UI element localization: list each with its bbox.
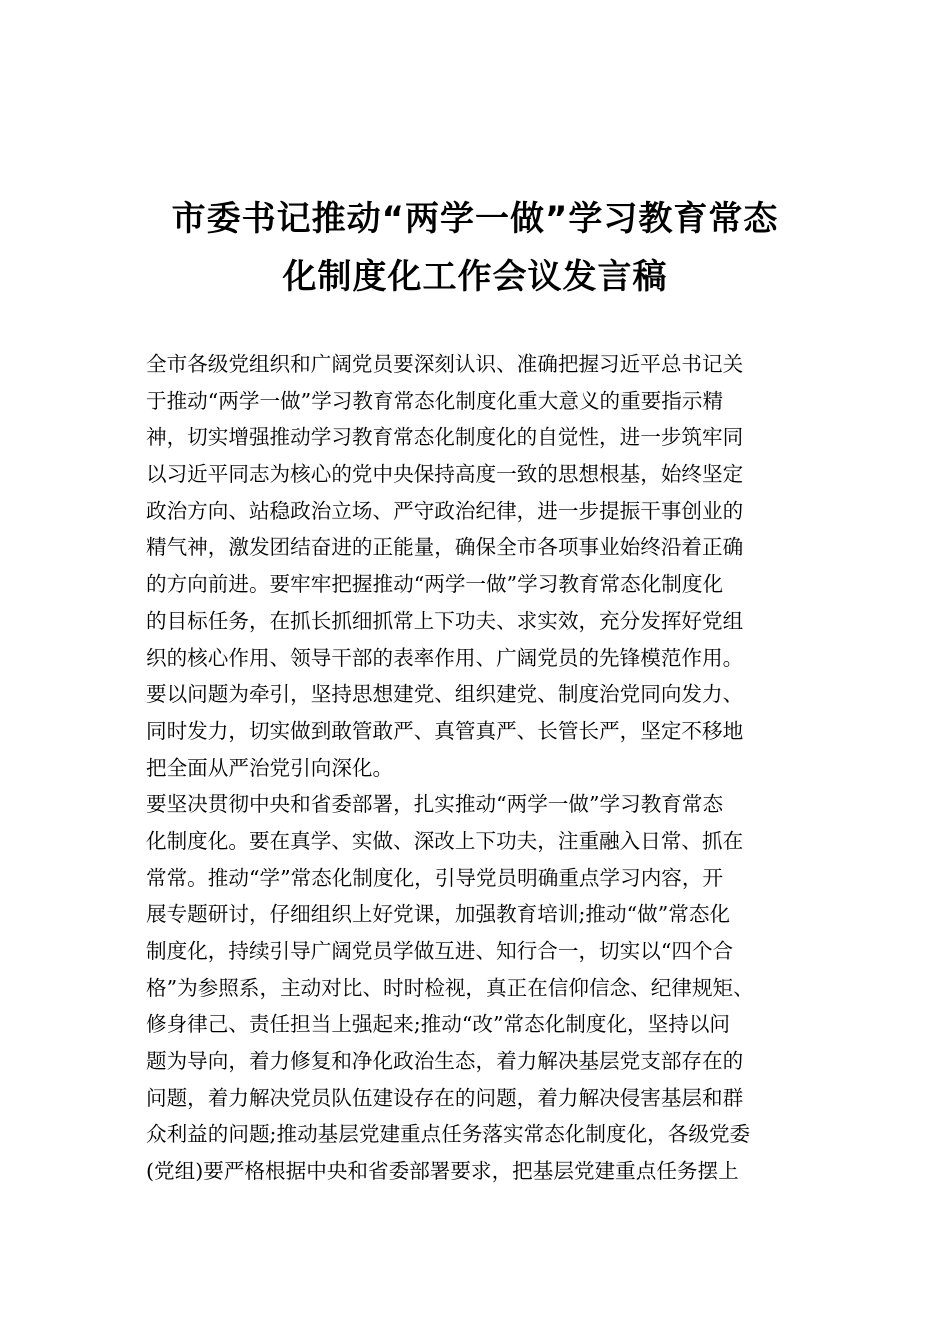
body-line: 的方向前进。要牢牢把握推动“两学一做”学习教育常态化制度化 [146, 572, 724, 597]
body-line: 化制度化。要在真学、实做、深改上下功夫，注重融入日常、抓在 [146, 828, 744, 853]
body-line: 于推动“两学一做”学习教育常态化制度化重大意义的重要指示精 [146, 388, 724, 413]
document-title [120, 190, 830, 306]
body-line: 众利益的问题;推动基层党建重点任务落实常态化制度化，各级党委 [146, 1122, 751, 1147]
body-line: 把全面从严治党引向深化。 [146, 755, 394, 780]
body-line: 全市各级党组织和广阔党员要深刻认识、准确把握习近平总书记关 [146, 352, 744, 376]
body-line: 修身律己、责任担当上强起来;推动“改”常态化制度化，坚持以问 [146, 1012, 731, 1037]
body-line: 织的核心作用、领导干部的表率作用、广阔党员的先锋模范作用。 [146, 645, 744, 670]
body-line: 精气神，激发团结奋进的正能量，确保全市各项事业始终沿着正确 [146, 535, 744, 560]
body-line: 的目标任务，在抓长抓细抓常上下功夫、求实效，充分发挥好党组 [146, 608, 744, 633]
title-line-1: 市委书记推动“两学一做”学习教育常态 [171, 199, 779, 239]
body-line: 要以问题为牵引，坚持思想建党、组织建党、制度治党同向发力、 [146, 682, 744, 707]
body-line: 神，切实增强推动学习教育常态化制度化的自觉性，进一步筑牢同 [146, 425, 744, 450]
body-line: 以习近平同志为核心的党中央保持高度一致的思想根基，始终坚定 [146, 462, 744, 487]
body-line: 要坚决贯彻中央和省委部署，扎实推动“两学一做”学习教育常态 [146, 792, 724, 817]
title-line-2: 化制度化工作会议发言稿 [282, 257, 668, 297]
body-line: 常常。推动“学”常态化制度化，引导党员明确重点学习内容，开 [146, 865, 724, 890]
body-line: 格”为参照系，主动对比、时时检视，真正在信仰信念、纪律规矩、 [146, 975, 754, 1000]
body-line: 政治方向、站稳政治立场、严守政治纪律，进一步提振干事创业的 [146, 498, 744, 523]
body-line: 问题，着力解决党员队伍建设存在的问题，着力解决侵害基层和群 [146, 1085, 744, 1110]
body-line: 同时发力，切实做到敢管敢严、真管真严、长管长严，坚定不移地 [146, 718, 744, 743]
body-line: 展专题研讨，仔细组织上好党课，加强教育培训;推动“做”常态化 [146, 902, 731, 927]
body-line: 题为导向，着力修复和净化政治生态，着力解决基层党支部存在的 [146, 1049, 744, 1074]
body-line: (党组)要严格根据中央和省委部署要求，把基层党建重点任务摆上 [146, 1159, 739, 1184]
body-line: 制度化，持续引导广阔党员学做互进、知行合一，切实以“四个合 [146, 939, 734, 963]
document-body [146, 346, 808, 1190]
